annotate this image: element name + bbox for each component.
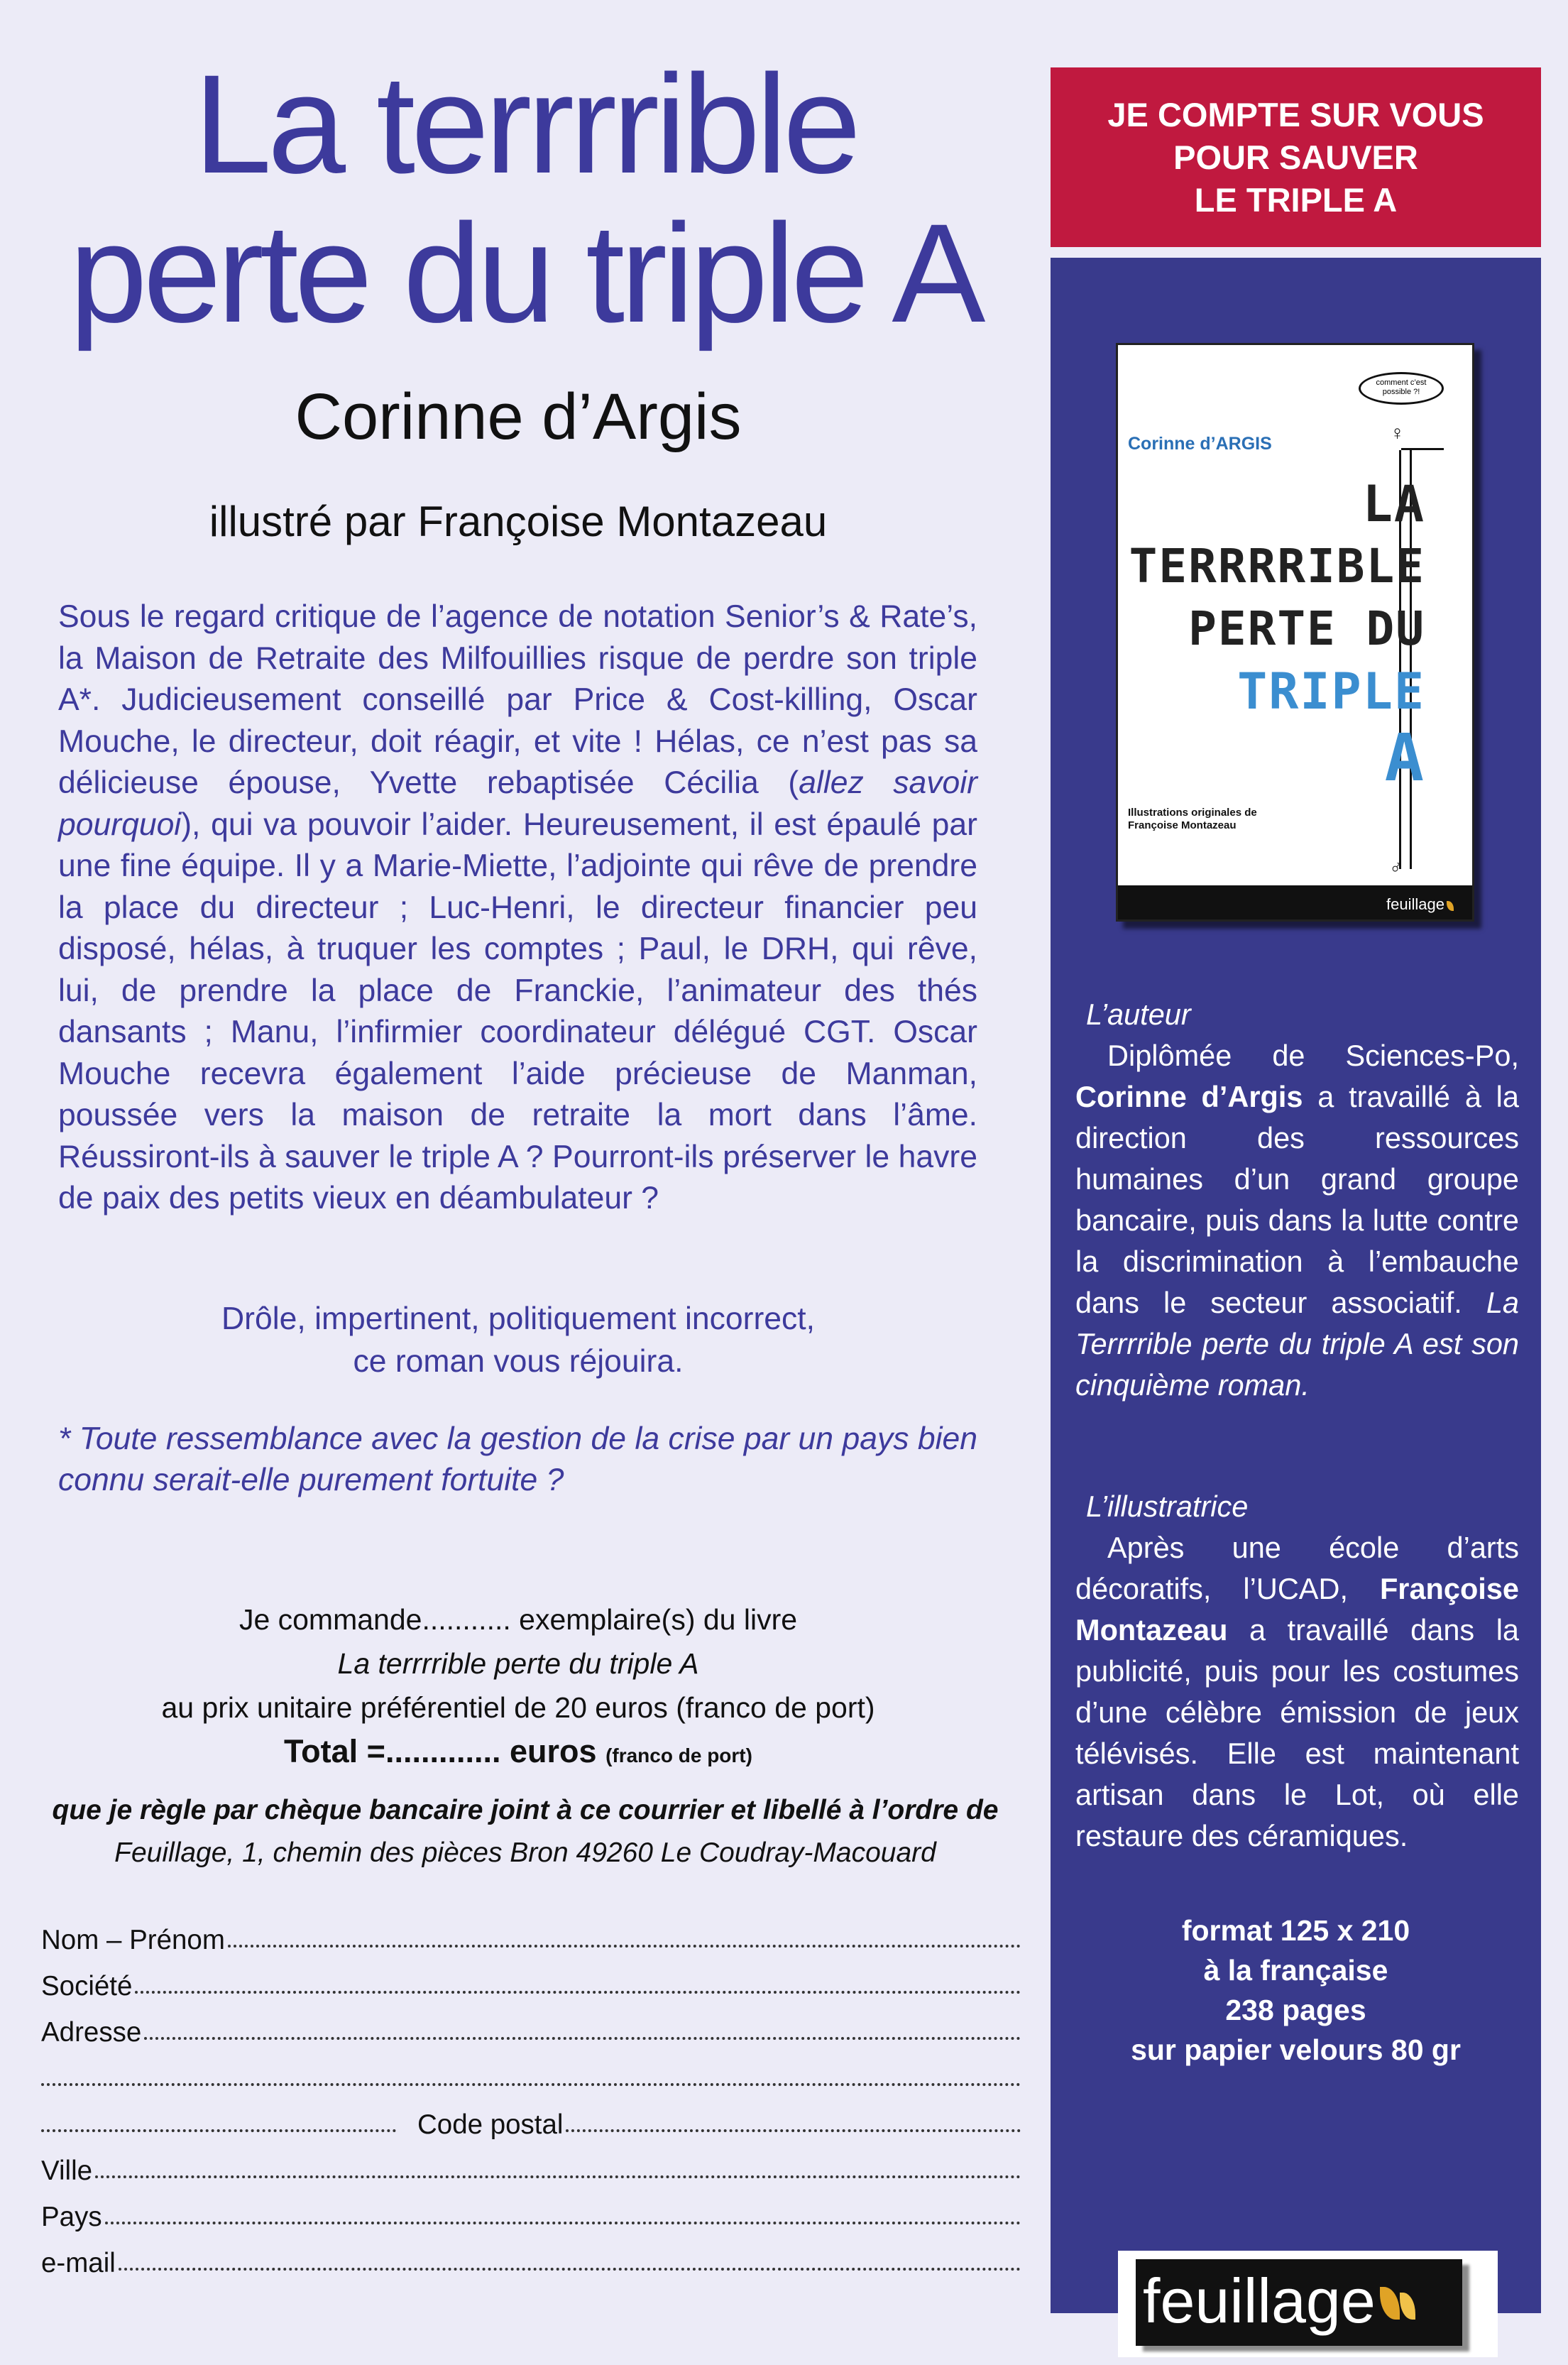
field-line-postal[interactable] xyxy=(566,2129,1021,2132)
payment-info xyxy=(28,1789,1022,1874)
illustrator-bio xyxy=(1075,1486,1519,1857)
banner-line-3: LE TRIPLE A xyxy=(1194,180,1398,219)
cover-title xyxy=(1129,473,1425,794)
logo-box xyxy=(1136,2259,1462,2346)
order-section xyxy=(0,1597,1036,1778)
field-label-email: e-mail xyxy=(41,2248,116,2278)
spec-binding: à la française xyxy=(1203,1954,1388,1987)
cover-title-1: LA xyxy=(1362,475,1425,533)
call-to-action-banner xyxy=(1051,67,1541,247)
author-bio-text xyxy=(1075,1035,1519,1406)
leaf-icon xyxy=(1380,2287,1400,2320)
illustrator-bio-text xyxy=(1075,1527,1519,1857)
form-row-email[interactable] xyxy=(41,2233,1021,2279)
synopsis-paragraph xyxy=(58,596,977,1220)
field-label-name: Nom – Prénom xyxy=(41,1925,225,1955)
spec-format: format 125 x 210 xyxy=(1181,1914,1410,1947)
synopsis xyxy=(58,596,977,1220)
stick-figure-top-icon: ♀ xyxy=(1390,422,1405,444)
footnote: * Toute ressemblance avec la gestion de la crise par un pays bien connu serait-elle purement fortuite ? xyxy=(58,1421,977,1497)
order-form xyxy=(41,1910,1021,2279)
field-line-city[interactable] xyxy=(95,2175,1021,2178)
book-cover xyxy=(1116,343,1474,922)
cover-title-4: TRIPLE xyxy=(1237,662,1425,721)
illustrator-bio-name: Françoise Montazeau xyxy=(1075,1572,1519,1646)
form-row-city[interactable] xyxy=(41,2141,1021,2187)
field-label-company: Société xyxy=(41,1971,133,2001)
logo-text: feuillage xyxy=(1143,2266,1376,2336)
author-bio-pre: Diplômée de Sciences-Po, xyxy=(1107,1039,1519,1072)
publisher-logo xyxy=(1118,2251,1498,2357)
spec-paper: sur papier velours 80 gr xyxy=(1131,2033,1461,2066)
field-line-email[interactable] xyxy=(119,2267,1021,2271)
cover-publisher-name: feuillage xyxy=(1386,895,1444,913)
leaf-icon xyxy=(1447,901,1454,911)
cover-illus-line-1: Illustrations originales de xyxy=(1128,807,1257,819)
author-bio-heading: L’auteur xyxy=(1086,998,1191,1031)
cover-illus-line-2: Françoise Montazeau xyxy=(1128,819,1237,831)
illustrator-credit: illustré par Françoise Montazeau xyxy=(209,498,828,545)
order-total xyxy=(0,1730,1036,1778)
cover-title-5: A xyxy=(1384,720,1425,796)
payment-address: Feuillage, 1, chemin des pièces Bron 49260 Le Coudray-Macouard xyxy=(114,1837,936,1868)
author-bio-italic: La Terrrrible perte du triple A est son cinquième roman. xyxy=(1075,1286,1519,1402)
field-line-address-2[interactable] xyxy=(41,2082,1021,2086)
field-label-address: Adresse xyxy=(41,2017,142,2048)
form-row-country[interactable] xyxy=(41,2187,1021,2233)
book-specs xyxy=(1051,1911,1541,2070)
banner-line-2: POUR SAUVER xyxy=(1173,138,1418,176)
title-line-1: La terrrrible xyxy=(193,45,857,202)
field-line-country[interactable] xyxy=(105,2221,1021,2224)
speech-bubble: comment c’est possible ?! xyxy=(1359,372,1444,405)
order-book-title: La terrrrible perte du triple A xyxy=(337,1647,699,1680)
field-label-country: Pays xyxy=(41,2202,102,2232)
cover-publisher xyxy=(1386,895,1454,914)
order-total-note: (franco de port) xyxy=(605,1744,752,1766)
illustrator-bio-body: a travaillé dans la publicité, puis pour les costumes d’une célèbre émission de jeux télévisés. Elle est maintenant artisan dans le Lot, où elle restaure des céramiques. xyxy=(1075,1613,1519,1852)
field-line-company[interactable] xyxy=(135,1990,1021,1994)
field-line-address-3[interactable] xyxy=(41,2129,396,2132)
illustrator-bio-pre: Après une école d’arts décoratifs, l’UCAD, xyxy=(1075,1531,1519,1605)
author-bio xyxy=(1075,994,1519,1406)
payment-line-1: que je règle par chèque bancaire joint à ce courrier et libellé à l’ordre de xyxy=(52,1795,999,1825)
cover-illustration-credit xyxy=(1128,807,1257,832)
synopsis-text-end: ), qui va pouvoir l’aider. Heureusement, il est épaulé par une fine équipe. Il y a Marie-Miette, l’adjointe qui rêve de prendre la place du directeur ; Luc-Henri, le directeur financier peu disposé, hélas, à truquer les comptes ; Paul, le DRH, qui rêve, lui, de prendre la place de Franckie, l’animateur des thés dansants ; Manu, l’infirmier coordinateur délégué CGT. Oscar Mouche recevra également l’aide précieuse de Manman, poussée vers la maison de retraite la mort dans l’âme. Réussiront-ils à sauver le triple A ? Pourront-ils préserver le havre de paix des petits vieux en déambulateur ? xyxy=(58,807,977,1216)
synopsis-italic: allez savoir pourquoi xyxy=(58,765,977,842)
info-panel xyxy=(1051,258,1541,2313)
order-price-line: au prix unitaire préférentiel de 20 euros (franco de port) xyxy=(161,1691,875,1724)
cover-author: Corinne d’ARGIS xyxy=(1128,434,1272,454)
tagline-line-1: Drôle, impertinent, politiquement incorrect, xyxy=(221,1301,815,1336)
illustrator-bio-heading: L’illustratrice xyxy=(1086,1490,1249,1523)
field-label-postal: Code postal xyxy=(417,2109,564,2140)
tagline-line-2: ce roman vous réjouira. xyxy=(353,1344,684,1379)
tagline xyxy=(0,1298,1036,1383)
cover-title-2: TERRRRIBLE xyxy=(1129,539,1425,594)
order-total-label: Total =............. euros xyxy=(284,1733,597,1769)
page-title xyxy=(43,45,1008,351)
spec-pages: 238 pages xyxy=(1225,1994,1366,2026)
field-label-city: Ville xyxy=(41,2156,93,2186)
form-row-address-2[interactable] xyxy=(41,2048,1021,2094)
form-row-postal[interactable] xyxy=(41,2094,1021,2141)
cover-title-3: PERTE DU xyxy=(1188,601,1425,656)
field-line-address[interactable] xyxy=(144,2036,1021,2040)
field-line-name[interactable] xyxy=(228,1944,1021,1948)
author-bio-name: Corinne d’Argis xyxy=(1075,1080,1303,1113)
synopsis-text: Sous le regard critique de l’agence de notation Senior’s & Rate’s, la Maison de Retraite des Milfouillies risque de perdre son triple A*. Judicieusement conseillé par Price & Cost-killing, Oscar Mouche, le directeur, doit réagir, et vite ! Hélas, ce n’est pas sa délicieuse épouse, Yvette rebaptisée Cécilia ( xyxy=(58,599,977,800)
banner-line-1: JE COMPTE SUR VOUS xyxy=(1107,95,1484,133)
author-name: Corinne d’Argis xyxy=(295,381,742,453)
leaf-icon xyxy=(1400,2293,1415,2320)
form-row-address[interactable] xyxy=(41,2002,1021,2048)
form-row-company[interactable] xyxy=(41,1956,1021,2002)
order-quantity-line: Je commande........... exemplaire(s) du livre xyxy=(239,1603,798,1636)
title-line-2: perte du triple A xyxy=(69,195,982,351)
author-bio-body: a travaillé à la direction des ressources humaines d’un grand groupe bancaire, puis dans la lutte contre la discrimination à l’embauche dans le secteur associatif. xyxy=(1075,1080,1519,1319)
form-row-name[interactable] xyxy=(41,1910,1021,1956)
stick-figure-bottom-icon: ♂ xyxy=(1389,856,1404,878)
